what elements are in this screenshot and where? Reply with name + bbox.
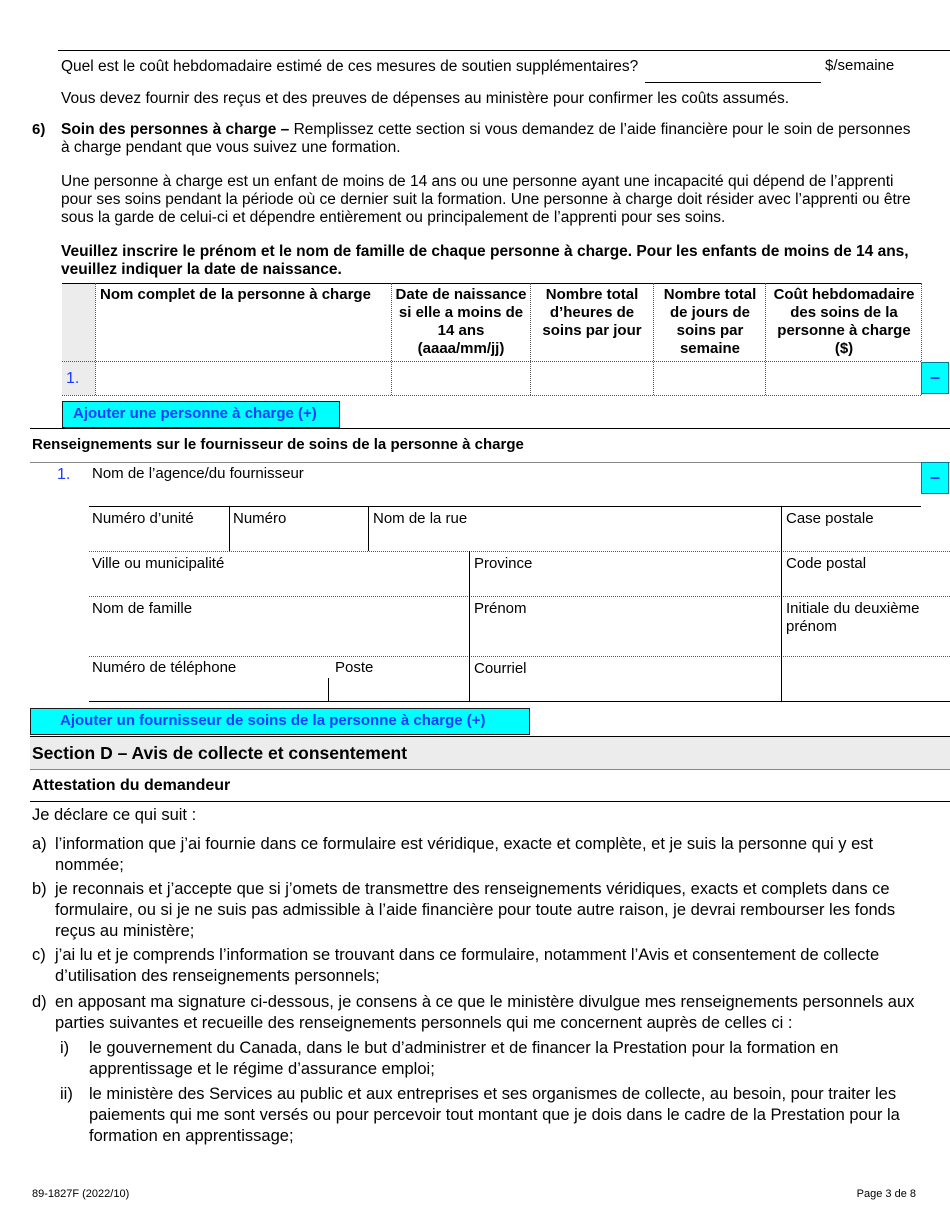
- section-6-intro-block: [61, 121, 921, 157]
- lastname-input[interactable]: [90, 620, 468, 655]
- page-number: Page 3 de 8: [856, 1188, 916, 1200]
- grid-rule: [89, 656, 950, 657]
- number-label: Numéro: [233, 510, 287, 527]
- item-text: l’information que j’ai fournie dans ce formulaire est véridique, exacte et complète, et je suis la personne qui y est nommée;: [55, 835, 874, 874]
- grid-rule: [89, 701, 950, 702]
- item-text: en apposant ma signature ci-dessous, je consens à ce que le ministère divulgue mes renseignements personnels aux parties suivantes et recueille des renseignements personnels qui me concernent auprès de celles ci :: [55, 993, 915, 1032]
- add-provider-button[interactable]: Ajouter un fournisseur de soins de la personne à charge (+): [30, 708, 530, 735]
- remove-dependant-button[interactable]: –: [921, 362, 949, 394]
- ext-input[interactable]: [329, 679, 468, 700]
- dependant-instruction: Veuillez inscrire le prénom et le nom de famille de chaque personne à charge. Pour les enfants de moins de 14 ans, veuillez indiquer la date de naissance.: [61, 243, 909, 278]
- item-text: le ministère des Services au public et aux entreprises et ses organismes de collecte, au besoin, pour traiter les paiements qui me sont versés ou pour percevoir tout montant que je dois dans le cadre de la Prestation pour la formation en apprentissage;: [89, 1085, 900, 1145]
- pobox-label: Case postale: [786, 510, 874, 527]
- row-number: 1.: [66, 370, 80, 387]
- form-id: 89-1827F (2022/10): [32, 1188, 130, 1200]
- province-input[interactable]: [470, 574, 780, 595]
- street-label: Nom de la rue: [373, 510, 468, 527]
- section-d-header: [30, 736, 950, 770]
- grid-rule: [89, 506, 921, 507]
- item-label: b): [32, 880, 47, 898]
- email-input[interactable]: [470, 679, 948, 700]
- table-top-rule: [62, 283, 921, 284]
- item-text: j’ai lu et je comprends l’information se trouvant dans ce formulaire, notamment l’Avis et consentement de collecte d’utilisation des renseignements personnels;: [55, 946, 880, 985]
- city-label: Ville ou municipalité: [92, 555, 225, 572]
- attestation-subtitle: Attestation du demandeur: [32, 777, 231, 794]
- section-6-intro: Remplissez cette section si vous demandez de l’aide financière pour le soin de personnes à charge pendant que vous suivez une formation.: [61, 121, 911, 156]
- item-label: d): [32, 993, 47, 1011]
- table-bottom-rule: [62, 395, 921, 396]
- section-6-number: 6): [32, 121, 46, 138]
- middle-initial-label: Initiale du deuxième prénom: [786, 600, 920, 635]
- section-6-title: Soin des personnes à charge –: [61, 121, 290, 138]
- postal-input[interactable]: [782, 574, 948, 595]
- header-hours: Nombre total d’heures de soins par jour: [542, 286, 642, 339]
- header-dob: Date de naissance si elle a moins de 14 ans (aaaa/mm/jj): [395, 286, 527, 357]
- item-text: je reconnais et j’accepte que si j’omets de transmettre des renseignements véridiques, exacts et complets dans ce formulaire, ou si je ne suis pas admissible à l’aide financière pour toute autre raison, je devrai rembourser les fonds reçus au ministère;: [55, 880, 896, 940]
- receipts-note: Vous devez fournir des reçus et des preuves de dépenses au ministère pour confirmer les coûts assumés.: [61, 90, 790, 107]
- dependant-days-input[interactable]: [654, 362, 764, 394]
- province-label: Province: [474, 555, 533, 572]
- grid-rule: [89, 551, 950, 552]
- cost-unit: $/semaine: [825, 57, 895, 74]
- item-label: c): [32, 946, 46, 964]
- header-days: Nombre total de jours de soins par semaine: [663, 286, 757, 357]
- agency-input[interactable]: [89, 484, 917, 506]
- city-input[interactable]: [90, 574, 468, 595]
- grid-rule: [89, 596, 950, 597]
- cost-question-label: Quel est le coût hebdomadaire estimé de ces mesures de soutien supplémentaires?: [61, 58, 639, 75]
- section-d-title: Section D – Avis de collecte et consentement: [32, 743, 408, 763]
- email-label: Courriel: [474, 660, 527, 677]
- top-rule: [58, 50, 950, 51]
- middle-initial-input[interactable]: [782, 638, 948, 655]
- item-text: le gouvernement du Canada, dans le but d’administrer et de financer la Prestation pour la formation en apprentissage et le régime d’assurance emploi;: [89, 1039, 839, 1078]
- header-cost: Coût hebdomadaire des soins de la personne à charge ($): [773, 286, 915, 357]
- unit-label: Numéro d’unité: [92, 510, 194, 527]
- dependant-cost-input[interactable]: [766, 362, 920, 394]
- phone-label: Numéro de téléphone: [92, 659, 237, 676]
- firstname-input[interactable]: [470, 620, 780, 655]
- postal-label: Code postal: [786, 555, 867, 572]
- dependant-name-input[interactable]: [96, 362, 390, 394]
- firstname-label: Prénom: [474, 600, 527, 617]
- remove-provider-button[interactable]: –: [921, 462, 949, 494]
- attestation-rule: [30, 801, 950, 802]
- item-label: i): [60, 1039, 70, 1057]
- item-label: ii): [60, 1085, 73, 1103]
- agency-label: Nom de l’agence/du fournisseur: [92, 465, 304, 482]
- item-label: a): [32, 835, 47, 853]
- dependant-definition: Une personne à charge est un enfant de moins de 14 ans ou une personne ayant une incapacité qui dépend de l’apprenti pour ses soins pendant la période où ce dernier suit la formation. Une personne à charge doit résider avec l’apprenti ou être sous la garde de celui-ci et dépendre entièrement ou principalement de l’apprenti pour ses soins.: [61, 173, 911, 226]
- provider-heading: Renseignements sur le fournisseur de soins de la personne à charge: [32, 436, 524, 453]
- ext-label: Poste: [335, 659, 374, 676]
- street-input[interactable]: [369, 529, 780, 550]
- phone-input[interactable]: [90, 679, 327, 700]
- number-input[interactable]: [230, 529, 367, 550]
- dependant-hours-input[interactable]: [531, 362, 652, 394]
- dependant-dob-input[interactable]: [392, 362, 529, 394]
- lastname-label: Nom de famille: [92, 600, 193, 617]
- pobox-input[interactable]: [782, 529, 948, 550]
- provider-number: 1.: [57, 466, 71, 483]
- unit-input[interactable]: [90, 529, 228, 550]
- provider-top-rule: [30, 428, 950, 429]
- provider-heading-rule: [30, 462, 950, 463]
- header-name: Nom complet de la personne à charge: [100, 286, 371, 303]
- attestation-lead: Je déclare ce qui suit :: [32, 806, 197, 824]
- weekly-cost-input[interactable]: [645, 62, 821, 83]
- add-dependant-button[interactable]: Ajouter une personne à charge (+): [62, 401, 340, 428]
